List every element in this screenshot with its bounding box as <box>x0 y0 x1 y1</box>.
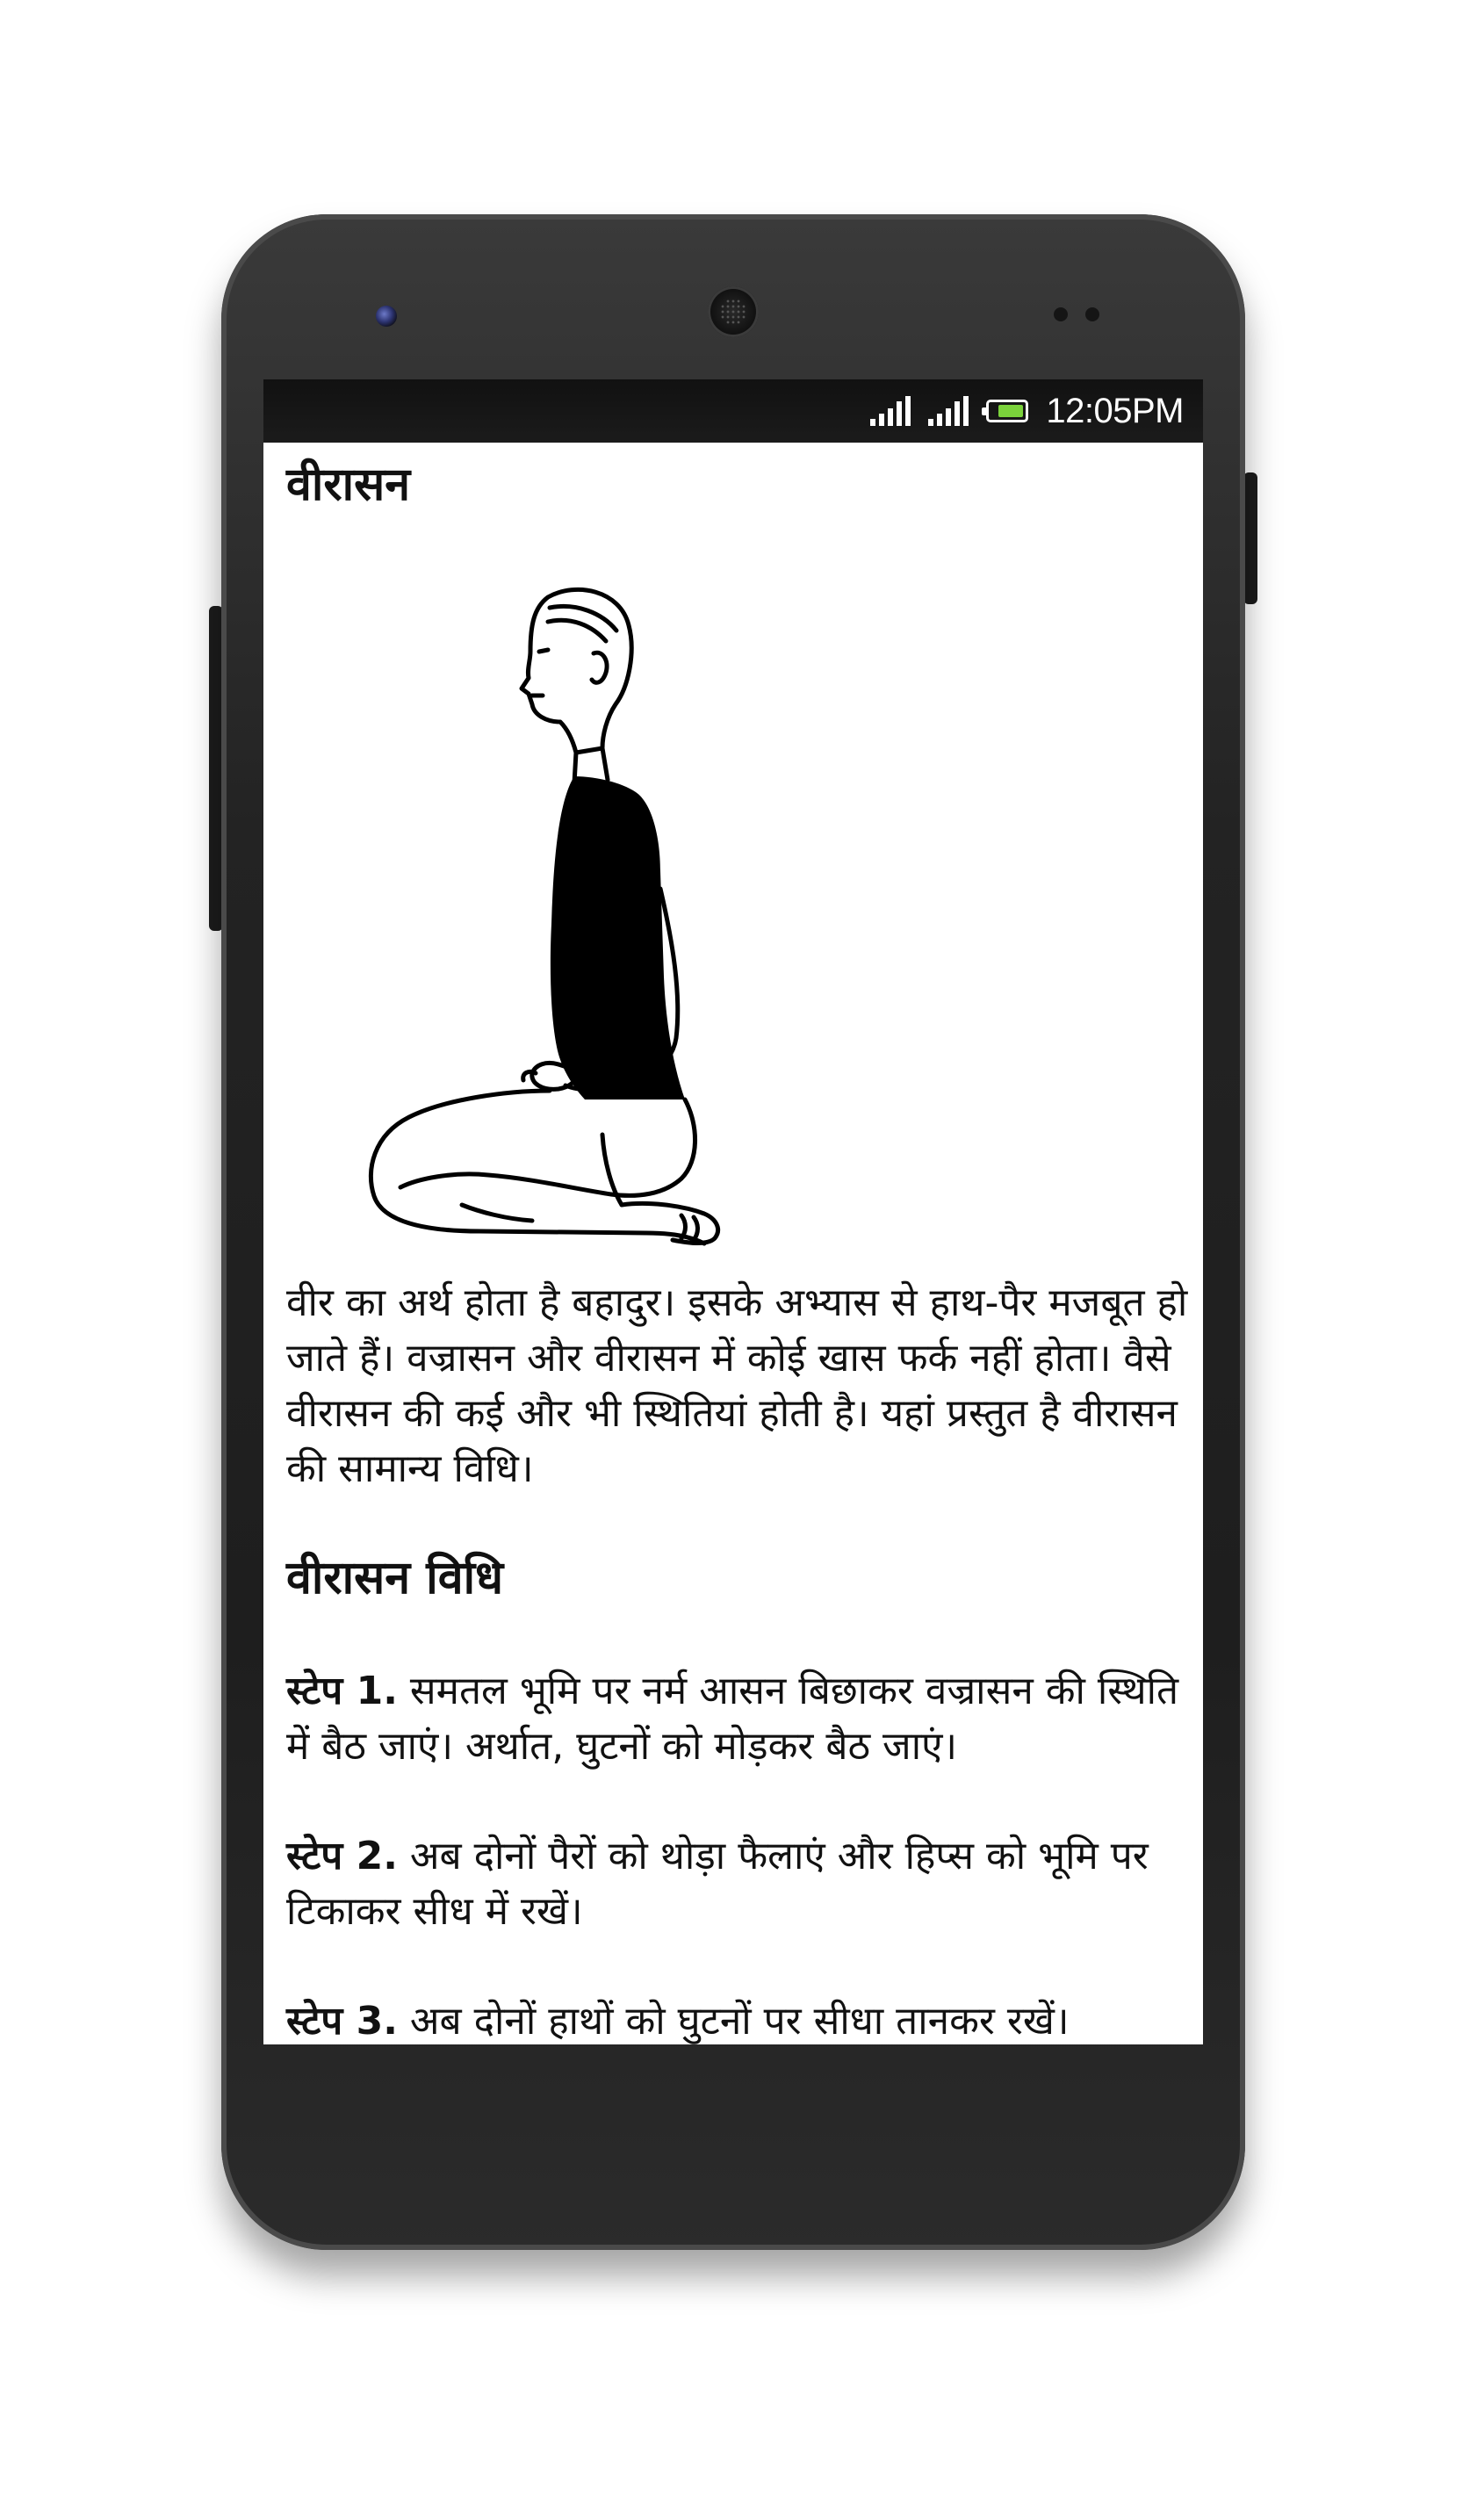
seated-man-illustration-icon <box>313 573 769 1249</box>
step-item <box>286 1663 1191 1774</box>
step-text: समतल भूमि पर नर्म आसन बिछाकर वज्रासन की स्थिति में बैठ जाएं। अर्थात, घुटनों को मोड़कर बैठ जाएं। <box>286 1669 1179 1769</box>
battery-level <box>998 405 1024 417</box>
page-title: वीरासन <box>286 458 411 511</box>
step-label: स्टेप 1. <box>286 1669 398 1713</box>
article-content[interactable] <box>286 443 1191 2044</box>
battery-icon <box>986 400 1028 422</box>
status-icons <box>870 379 1184 443</box>
status-bar <box>263 379 1203 443</box>
earpiece-speaker-icon <box>708 286 759 337</box>
step-label: स्टेप 3. <box>286 1999 398 2044</box>
phone-screen <box>263 379 1203 2044</box>
pose-illustration <box>286 520 1191 1275</box>
step-item <box>286 1994 1191 2044</box>
signal-icon <box>870 396 911 426</box>
front-camera-icon <box>376 306 397 327</box>
power-button <box>1243 472 1257 604</box>
status-time: 12:05PM <box>1046 391 1184 430</box>
proximity-sensor-icon <box>1054 307 1068 321</box>
method-heading: वीरासन विधि <box>286 1552 504 1604</box>
step-label: स्टेप 2. <box>286 1834 398 1878</box>
intro-paragraph: वीर का अर्थ होता है बहादुर। इसके अभ्यास से हाथ-पैर मजबूत हो जाते हैं। वज्रासन और वीरासन में कोई खास फर्क नहीं होता। वैसे वीरासन की कई और भी स्थितियां होती है। यहां प्रस्तुत है वीरासन की सामान्य विधि। <box>286 1280 1188 1491</box>
step-text: अब दोनों हाथों को घुटनों पर सीधा तानकर रखें। <box>397 1999 1070 2044</box>
light-sensor-icon <box>1085 307 1099 321</box>
step-item <box>286 1828 1191 1939</box>
step-text: अब दोनों पैरों को थोड़ा फैलाएं और हिप्स को भूमि पर टिकाकर सीध में रखें। <box>286 1834 1149 1934</box>
signal-icon <box>928 396 969 426</box>
